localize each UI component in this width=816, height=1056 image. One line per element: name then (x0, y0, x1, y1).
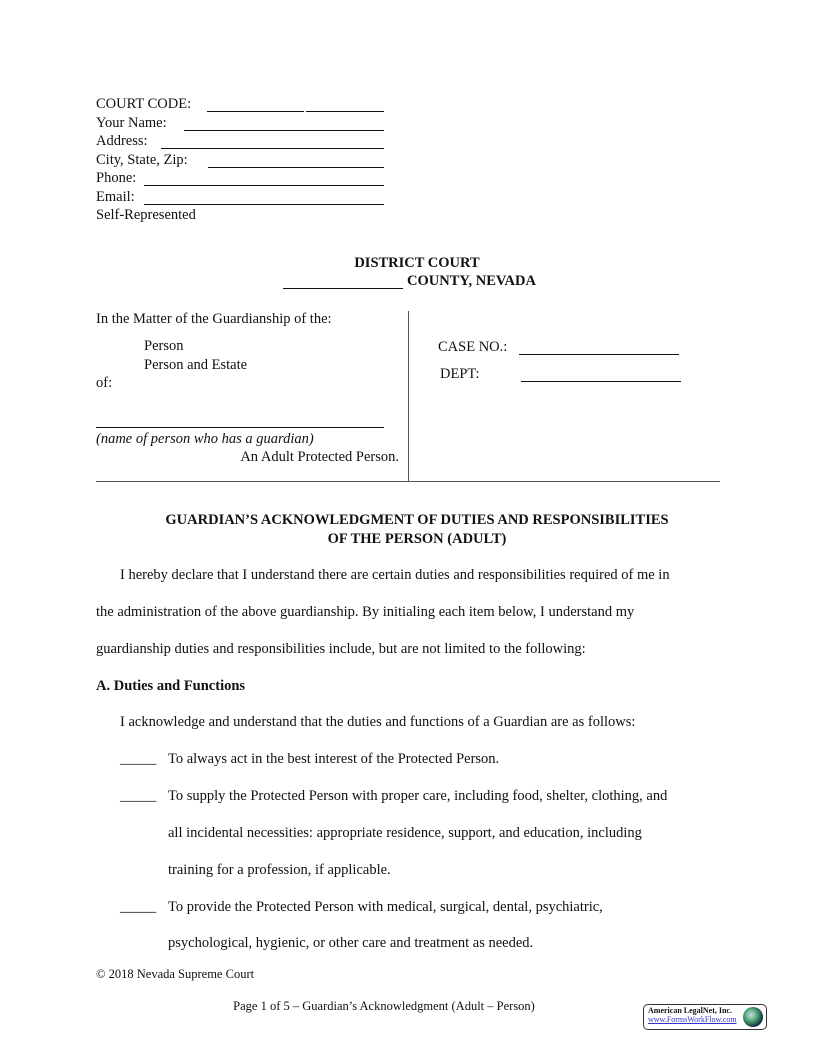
caption-bottom-rule (96, 481, 720, 482)
page-footer: Page 1 of 5 – Guardian’s Acknowledgment (Adult – Person) (233, 999, 535, 1013)
section-a-heading: A. Duties and Functions (96, 678, 246, 694)
intro-line: I hereby declare that I understand there are certain duties and responsibilities required of me in (120, 567, 670, 583)
title-line-2: OF THE PERSON (ADULT) (327, 531, 507, 547)
item-text: To always act in the best interest of the Protected Person. (168, 751, 500, 767)
item-text: To supply the Protected Person with proper care, including food, shelter, clothing, and (168, 788, 668, 804)
option-person[interactable]: Person (144, 338, 184, 354)
case-no-line[interactable] (519, 354, 679, 355)
phone-line[interactable] (144, 185, 384, 186)
address-line[interactable] (161, 148, 384, 149)
protected-person-name-line[interactable] (96, 427, 384, 428)
initial-blank[interactable]: _____ (120, 751, 157, 767)
your-name-line[interactable] (184, 130, 384, 131)
email-line[interactable] (144, 204, 384, 205)
dept-line[interactable] (521, 381, 681, 382)
item-text: training for a profession, if applicable. (168, 862, 391, 878)
your-name-label: Your Name: (96, 115, 167, 131)
initial-blank[interactable]: _____ (120, 899, 157, 915)
of-label: of: (96, 375, 113, 391)
caption-divider (408, 311, 409, 481)
phone-label: Phone: (96, 170, 137, 186)
court-name: DISTRICT COURT (354, 255, 480, 271)
court-code-label: COURT CODE: (96, 96, 192, 112)
city-line[interactable] (208, 167, 384, 168)
logo-link[interactable]: www.FormsWorkFlow.com (648, 1015, 737, 1024)
item-text: all incidental necessities: appropriate residence, support, and education, including (168, 825, 642, 841)
dept-label: DEPT: (440, 366, 480, 382)
logo-text: American LegalNet, Inc. (648, 1006, 732, 1015)
court-code-line[interactable] (207, 111, 304, 112)
email-label: Email: (96, 189, 135, 205)
address-label: Address: (96, 133, 148, 149)
protected-person-label: An Adult Protected Person. (240, 449, 399, 465)
matter-label: In the Matter of the Guardianship of the: (96, 311, 332, 327)
self-represented: Self-Represented (96, 207, 196, 223)
county-line[interactable] (283, 288, 403, 289)
item-text: psychological, hygienic, or other care and treatment as needed. (168, 935, 534, 951)
title-line-1: GUARDIAN’S ACKNOWLEDGMENT OF DUTIES AND RESPONSIBILITIES (165, 512, 669, 528)
intro-line: the administration of the above guardianship. By initialing each item below, I understand my (96, 604, 635, 620)
court-code-line-2[interactable] (306, 111, 384, 112)
name-note: (name of person who has a guardian) (96, 431, 314, 447)
item-text: To provide the Protected Person with medical, surgical, dental, psychiatric, (168, 899, 603, 915)
copyright: © 2018 Nevada Supreme Court (96, 967, 255, 981)
legalnet-logo[interactable] (643, 1004, 767, 1030)
section-a-intro: I acknowledge and understand that the duties and functions of a Guardian are as follows: (120, 714, 636, 730)
county-label: COUNTY, NEVADA (407, 273, 536, 289)
option-person-estate[interactable]: Person and Estate (144, 357, 248, 373)
globe-icon (743, 1007, 763, 1027)
initial-blank[interactable]: _____ (120, 788, 157, 804)
city-label: City, State, Zip: (96, 152, 188, 168)
case-no-label: CASE NO.: (438, 339, 508, 355)
intro-line: guardianship duties and responsibilities include, but are not limited to the following: (96, 641, 586, 657)
